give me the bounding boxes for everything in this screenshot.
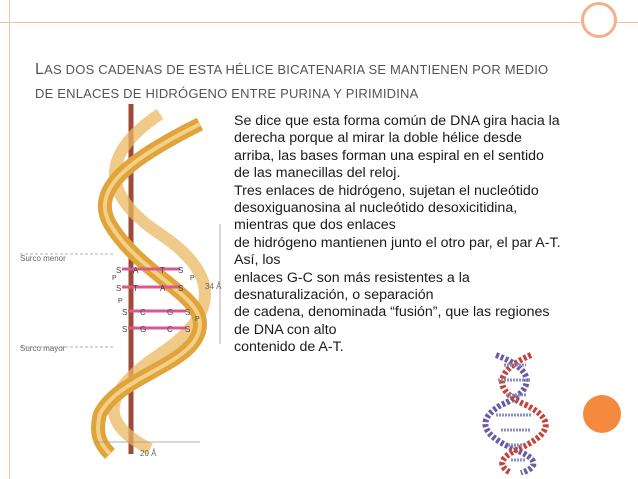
body-text bbox=[234, 113, 614, 357]
base-s-6: S bbox=[185, 308, 191, 317]
decorative-ring bbox=[581, 2, 617, 38]
title-initial: L bbox=[35, 61, 45, 78]
base-c-2: C bbox=[167, 325, 173, 334]
title-line-2: DE ENLACES DE HIDRÓGENO ENTRE PURINA Y PIRIMIDINA bbox=[35, 86, 419, 101]
label-20-angstrom: 20 Å bbox=[140, 449, 157, 458]
body-line: desoxiguanosina al nucleótido desoxicitidina, bbox=[234, 200, 518, 217]
phosphate-1: P bbox=[112, 275, 117, 282]
dna-molecule-image bbox=[476, 350, 566, 475]
base-s-5: S bbox=[122, 308, 128, 317]
body-line: de hidrógeno mantienen junto el otro par, el par A-T. bbox=[234, 234, 561, 251]
label-major-groove: Surco mayor bbox=[20, 344, 66, 353]
base-s-3: S bbox=[116, 284, 122, 293]
phosphate-4: P bbox=[195, 316, 200, 323]
base-t-1: T bbox=[160, 266, 165, 275]
base-a-2: A bbox=[160, 284, 166, 293]
body-line: de las manecillas del reloj. bbox=[234, 165, 401, 182]
body-line: mientras que dos enlaces bbox=[234, 217, 396, 234]
base-g-1: G bbox=[167, 308, 174, 317]
phosphate-2: P bbox=[190, 275, 195, 282]
phosphate-3: P bbox=[118, 298, 123, 305]
body-line: derecha porque al mirar la doble hélice desde bbox=[234, 130, 522, 147]
title-line-1: AS DOS CADENAS DE ESTA HÉLICE BICATENARIA SE MANTIENEN POR MEDIO bbox=[44, 62, 549, 77]
base-s-4: S bbox=[178, 284, 184, 293]
body-line: enlaces G-C son más resistentes a la bbox=[234, 269, 470, 286]
body-line: Así, los bbox=[234, 252, 281, 269]
slide-title bbox=[35, 58, 615, 106]
base-a-1: A bbox=[133, 266, 139, 275]
base-s-8: S bbox=[185, 325, 191, 334]
body-line: Tres enlaces de hidrógeno, sujetan el nucleótido bbox=[234, 182, 539, 199]
dna-helix-diagram bbox=[0, 104, 232, 466]
top-border-line bbox=[0, 22, 638, 23]
body-line: de cadena, denominada “fusión”, que las regiones bbox=[234, 304, 550, 321]
base-c-1: C bbox=[140, 308, 146, 317]
label-34-angstrom: 34 Å bbox=[205, 282, 222, 291]
front-strand bbox=[98, 124, 200, 454]
body-line: Se dice que esta forma común de DNA gira hacia la bbox=[234, 113, 560, 129]
body-line: desnaturalización, o separación bbox=[234, 287, 434, 304]
label-minor-groove: Surco menor bbox=[20, 254, 66, 263]
body-line: de DNA con alto bbox=[234, 321, 337, 338]
base-s-1: S bbox=[116, 266, 122, 275]
base-g-2: G bbox=[140, 325, 147, 334]
body-line: contenido de A-T. bbox=[234, 339, 344, 356]
body-line: arriba, las bases forman una espiral en el sentido bbox=[234, 147, 544, 164]
base-s-7: S bbox=[122, 325, 128, 334]
decorative-orange-dot bbox=[583, 395, 621, 433]
molecule-model bbox=[485, 355, 545, 473]
base-t-2: T bbox=[133, 284, 138, 293]
base-s-2: S bbox=[178, 266, 184, 275]
